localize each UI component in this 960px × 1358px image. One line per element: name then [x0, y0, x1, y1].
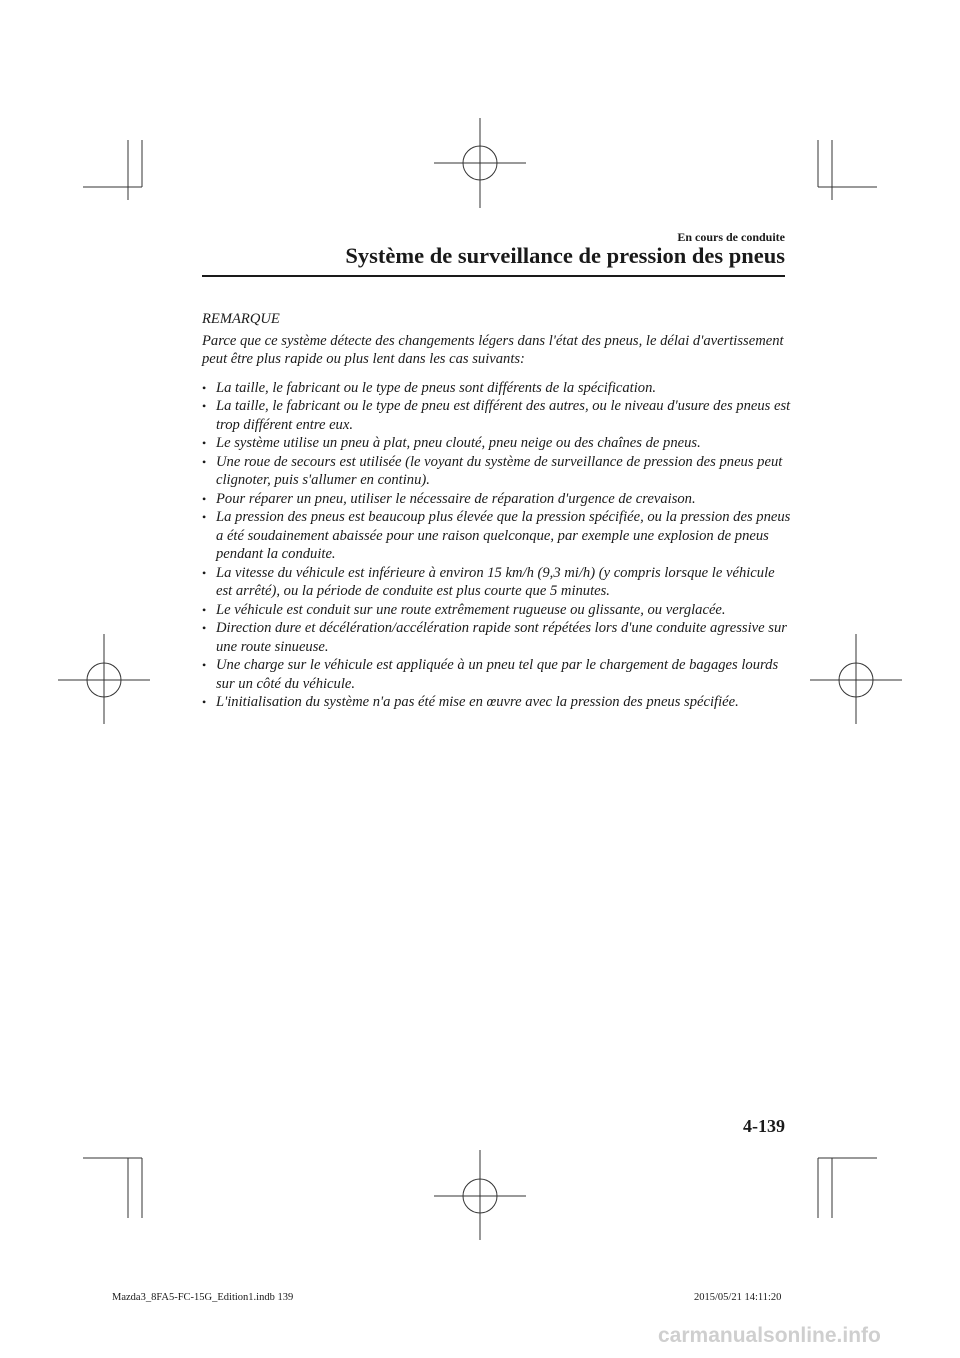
list-item-text: La taille, le fabricant ou le type de pneus sont différents de la spécification.: [216, 379, 657, 396]
bullet-icon: •: [202, 454, 207, 469]
bullet-icon: •: [202, 565, 207, 580]
bullet-icon: •: [202, 399, 207, 413]
list-item-text: Le véhicule est conduit sur une route extrêmement rugueuse ou glissante, ou verglacée.: [216, 601, 726, 618]
list-item-text: Pour réparer un pneu, utiliser le nécessaire de réparation d'urgence de crevaison.: [216, 490, 696, 507]
note-block: [202, 310, 792, 712]
page-title: Système de surveillance de pression des pneus: [345, 243, 785, 268]
list-item-text: La pression des pneus est beaucoup plus élevée que la pression spécifiée, ou la pression des pneus a été soudainement abaissée pour une raison quelconque, par exemple une explosion de pneus pendant la conduite.: [216, 509, 791, 562]
bullet-icon: •: [202, 658, 207, 672]
list-item-text: La taille, le fabricant ou le type de pneu est différent des autres, ou le niveau d'usure des pneus est trop différent entre eux.: [216, 398, 791, 433]
bullet-icon: •: [202, 602, 207, 617]
bullet-icon: •: [202, 436, 207, 450]
list-item-text: Direction dure et décélération/accélération rapide sont répétées lors d'une conduite agressive sur une route sinueuse.: [216, 620, 787, 655]
bullet-icon: •: [202, 491, 207, 506]
title-divider: [202, 275, 785, 277]
list-item: [202, 434, 792, 453]
list-item: [202, 490, 792, 509]
bullet-icon: •: [202, 695, 207, 709]
list-item: [202, 601, 792, 620]
list-item: [202, 693, 792, 712]
list-item-text: Une charge sur le véhicule est appliquée à un pneu tel que par le chargement de bagages lourds sur un côté du véhicule.: [216, 657, 779, 692]
list-item: [202, 379, 792, 398]
note-list: [202, 379, 792, 712]
footer-file-info: Mazda3_8FA5-FC-15G_Edition1.indb 139: [112, 1292, 294, 1303]
page-number: 4-139: [743, 1116, 785, 1136]
section-label: En cours de conduite: [677, 230, 785, 244]
list-item: [202, 453, 792, 490]
list-item-text: L'initialisation du système n'a pas été mise en œuvre avec la pression des pneus spécifiée.: [216, 694, 739, 710]
bullet-icon: •: [202, 380, 207, 395]
list-item: [202, 619, 792, 656]
watermark: carmanualsonline.info: [658, 1324, 881, 1347]
footer-date-info: 2015/05/21 14:11:20: [694, 1292, 782, 1303]
list-item: [202, 656, 792, 693]
list-item-text: Le système utilise un pneu à plat, pneu clouté, pneu neige ou des chaînes de pneus.: [216, 435, 701, 451]
note-intro: Parce que ce système détecte des changements légers dans l'état des pneus, le délai d'avertissement peut être plus rapide ou plus lent dans les cas suivants:: [202, 332, 784, 367]
list-item: [202, 508, 792, 564]
list-item: [202, 397, 792, 434]
list-item-text: Une roue de secours est utilisée (le voyant du système de surveillance de pression des pneus peut clignoter, puis s'allumer en continu).: [216, 453, 783, 488]
note-title: REMARQUE: [202, 311, 280, 327]
bullet-icon: •: [202, 510, 207, 524]
list-item: [202, 564, 792, 601]
bullet-icon: •: [202, 621, 207, 635]
list-item-text: La vitesse du véhicule est inférieure à environ 15 km/h (9,3 mi/h) (y compris lorsque le véhicule est arrêté), ou la période de conduite est plus courte que 5 minutes.: [216, 564, 775, 599]
